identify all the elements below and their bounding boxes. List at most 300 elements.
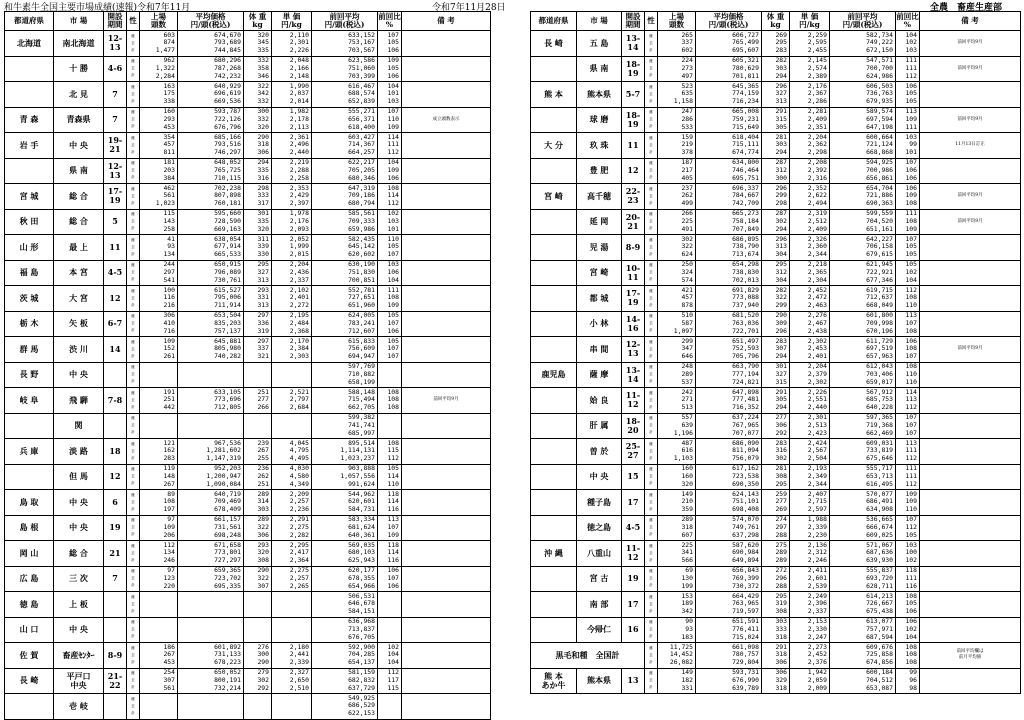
cell-sex: 雌 去 計 (127, 592, 140, 618)
table-row (531, 158, 1021, 184)
cell-sex: 雌 去 計 (645, 209, 658, 235)
cell-weight: 259 277 269 (762, 490, 790, 516)
cell-market: 延 岡 (577, 209, 622, 235)
cell-market: 南 部 (577, 592, 622, 618)
cell-pref: 兵 庫 (5, 439, 54, 465)
cell-days: 14-16 (622, 311, 645, 337)
cell-head: 225 341 566 (658, 541, 696, 567)
cell-unit: 2,110 2,301 2,226 (272, 31, 312, 57)
cell-prev: 903,888 1,057,556 991,624 (312, 464, 378, 490)
cell-head: 250 324 574 (658, 260, 696, 286)
cell-unit: 2,136 2,312 2,246 (790, 541, 830, 567)
table-row (531, 311, 1021, 337)
cell-sex: 雌 去 計 (645, 388, 658, 414)
cell-prev: 549,925 686,529 622,153 (312, 694, 378, 720)
cell-days: 22-23 (622, 184, 645, 210)
table-row (531, 31, 1021, 57)
cell-prev: 570,077 686,491 634,908 (830, 490, 896, 516)
cell-head: 265 337 602 (658, 31, 696, 57)
cell-price: 686,090 811,094 756,079 (696, 439, 762, 465)
cell-prev: 616,467 688,574 652,839 (312, 82, 378, 108)
cell-weight: 269 295 283 (762, 31, 790, 57)
cell-price: 686,895 738,790 713,674 (696, 235, 762, 261)
cell-prev: 589,574 697,594 647,198 (830, 107, 896, 133)
cell-sex: 雌 去 計 (645, 566, 658, 592)
cell-unit: 2,353 2,429 2,397 (272, 184, 312, 210)
cell-weight: 275 289 289 (762, 541, 790, 567)
column-header: 前回平均 円/頭(税込) (830, 12, 896, 31)
table-header-row (531, 12, 1021, 31)
market-results-table-left (4, 11, 491, 720)
cell-head: 299 347 646 (658, 337, 696, 363)
cell-prev: 555,271 656,371 618,400 (312, 107, 378, 133)
cell-note (402, 235, 491, 261)
cell-days: 8-9 (104, 643, 127, 669)
cell-price: 650,915 796,089 730,761 (178, 260, 244, 286)
cell-price: 661,157 731,561 698,248 (178, 515, 244, 541)
table-row (531, 260, 1021, 286)
cell-days: 12 (104, 286, 127, 312)
cell-note (402, 56, 491, 82)
column-header: 平均価格 円/頭(税込) (696, 12, 762, 31)
cell-price (178, 362, 244, 388)
cell-pref (531, 56, 577, 82)
cell-pref: 宮 崎 (531, 184, 577, 210)
cell-unit: 2,219 2,288 2,258 (272, 158, 312, 184)
cell-unit: 2,048 2,166 2,148 (272, 56, 312, 82)
cell-ratio (378, 592, 402, 618)
cell-price: 702,238 807,898 760,181 (178, 184, 244, 210)
cell-pref: 長 野 (5, 362, 54, 388)
cell-head: 149 182 331 (658, 668, 696, 694)
cell-days: 13-14 (622, 31, 645, 57)
cell-market: 宮 崎 (577, 260, 622, 286)
cell-price: 680,296 787,268 742,232 (178, 56, 244, 82)
table-row (5, 439, 491, 465)
cell-ratio: 109 109 110 (896, 490, 920, 516)
cell-pref (531, 566, 577, 592)
cell-note (920, 362, 1021, 388)
cell-price: 663,790 777,194 724,821 (696, 362, 762, 388)
column-header: 上場 頭数 (140, 12, 178, 31)
cell-head: 121 162 283 (140, 439, 178, 465)
column-header: 都道府県 (531, 12, 577, 31)
cell-note (920, 617, 1021, 643)
cell-market: 畜産ｾﾝﾀｰ (54, 643, 104, 669)
cell-prev: 624,005 783,241 712,607 (312, 311, 378, 337)
cell-ratio: 103 99 101 (896, 133, 920, 159)
cell-sex: 雌 去 計 (127, 260, 140, 286)
table-row (531, 184, 1021, 210)
cell-head: 237 262 499 (658, 184, 696, 210)
cell-weight: 289 314 303 (244, 490, 272, 516)
cell-sex: 雌 去 計 (645, 464, 658, 490)
cell-weight: 289 322 306 (244, 515, 272, 541)
cell-ratio: 109 105 106 (378, 56, 402, 82)
cell-pref: 熊 本 あか牛 (531, 668, 577, 694)
cell-pref (531, 388, 577, 414)
cell-ratio: 108 114 112 (378, 184, 402, 210)
cell-unit: 2,273 2,452 2,376 (790, 643, 830, 669)
cell-market: 但 馬 (54, 464, 104, 490)
cell-prev: 619,715 712,637 668,049 (830, 286, 896, 312)
cell-head: 557 639 1,196 (658, 413, 696, 439)
cell-price: 637,224 767,965 707,077 (696, 413, 762, 439)
cell-sex: 雌 去 計 (645, 82, 658, 108)
cell-price: 696,337 784,667 742,709 (696, 184, 762, 210)
cell-ratio: 106 109 108 (896, 184, 920, 210)
cell-ratio: 108 108 108 (896, 643, 920, 669)
cell-pref: 青 森 (5, 107, 54, 133)
cell-days: 16 (622, 617, 645, 643)
cell-head: 153 189 342 (658, 592, 696, 618)
cell-pref: 大 分 (531, 133, 577, 159)
cell-weight: 301 327 315 (762, 362, 790, 388)
cell-unit: 2,281 2,409 2,351 (790, 107, 830, 133)
column-header: 開設 期間 (104, 12, 127, 31)
cell-unit: 2,218 2,365 2,304 (790, 260, 830, 286)
cell-prev: 588,148 715,494 662,705 (312, 388, 378, 414)
table-row (531, 668, 1021, 694)
cell-pref (531, 337, 577, 363)
cell-unit: 2,291 2,275 2,282 (272, 515, 312, 541)
cell-price: 665,008 759,231 715,649 (696, 107, 762, 133)
cell-head: 289 318 607 (658, 515, 696, 541)
cell-price (178, 592, 244, 618)
cell-pref: 宮 城 (5, 184, 54, 210)
table-row (531, 286, 1021, 312)
cell-days: 12-13 (104, 31, 127, 57)
cell-market: 飛 騨 (54, 388, 104, 414)
cell-sex: 雌 去 計 (127, 668, 140, 694)
organization-name: 全農 畜産生産部 (930, 3, 1003, 13)
cell-note (402, 592, 491, 618)
cell-sex: 雌 去 計 (645, 56, 658, 82)
cell-note (402, 541, 491, 567)
cell-weight: 300 332 320 (244, 107, 272, 133)
cell-price: 645,881 805,980 740,282 (178, 337, 244, 363)
cell-ratio: 104 109 106 (378, 158, 402, 184)
cell-market: 徳之島 (577, 515, 622, 541)
cell-prev: 620,177 678,355 654,966 (312, 566, 378, 592)
cell-weight: 322 342 332 (244, 82, 272, 108)
cell-weight: 281 308 295 (762, 464, 790, 490)
cell-pref: 栃 木 (5, 311, 54, 337)
cell-days: 7 (104, 82, 127, 108)
cell-prev: 895,514 1,114,131 1,023,237 (312, 439, 378, 465)
table-row (5, 388, 491, 414)
column-header: 前回比 % (896, 12, 919, 29)
cell-pref: 島 根 (5, 515, 54, 541)
table-row (5, 82, 491, 108)
table-row (5, 413, 491, 439)
cell-unit: 2,424 2,567 2,504 (790, 439, 830, 465)
cell-note (402, 82, 491, 108)
cell-sex: 雌 去 計 (127, 464, 140, 490)
table-row (5, 286, 491, 312)
cell-unit: 2,249 2,396 2,337 (790, 592, 830, 618)
cell-head: 160 160 320 (658, 464, 696, 490)
cell-ratio: 102 103 101 (378, 209, 402, 235)
cell-note (402, 413, 491, 439)
cell-sex: 雌 去 計 (645, 439, 658, 465)
cell-price: 665,273 758,184 707,849 (696, 209, 762, 235)
cell-market: 壱 岐 (54, 694, 104, 720)
column-header: 備 考 (920, 12, 1021, 31)
cell-unit: 1,942 2,059 2,009 (790, 668, 830, 694)
cell-days: 20-21 (622, 209, 645, 235)
cell-price: 605,321 780,629 701,811 (696, 56, 762, 82)
cell-pref: 長 崎 (5, 668, 54, 694)
cell-note (920, 82, 1021, 108)
cell-note (402, 490, 491, 516)
cell-price: 664,429 763,965 719,597 (696, 592, 762, 618)
column-header: 前回比 % (378, 12, 401, 29)
cell-weight: 287 312 300 (762, 158, 790, 184)
column-header: 都道府県 (5, 12, 54, 31)
cell-sex: 雌 去 計 (127, 643, 140, 669)
cell-head: 306 410 716 (140, 311, 178, 337)
cell-unit (272, 694, 312, 720)
column-header: 前回平均 円/頭(税込) (312, 12, 378, 31)
cell-days: 12-13 (104, 158, 127, 184)
cell-pref: 山 形 (5, 235, 54, 261)
cell-days: 11-12 (622, 388, 645, 414)
cell-note (402, 209, 491, 235)
cell-prev: 614,213 726,667 675,438 (830, 592, 896, 618)
cell-note: 11月13日訂正 (920, 133, 1021, 159)
cell-head: 119 148 267 (140, 464, 178, 490)
cell-pref (531, 515, 577, 541)
cell-price: 674,670 793,689 744,845 (178, 31, 244, 57)
cell-days (104, 617, 127, 643)
cell-ratio (378, 413, 402, 439)
cell-price: 656,843 769,399 730,372 (696, 566, 762, 592)
column-header: 備 考 (402, 12, 491, 31)
cell-days: 6-7 (104, 311, 127, 337)
cell-sex: 雌 去 計 (127, 184, 140, 210)
cell-market: 球 磨 (577, 107, 622, 133)
cell-sex: 雌 去 計 (645, 337, 658, 363)
cell-pref (531, 490, 577, 516)
cell-unit: 1,988 2,339 2,230 (790, 515, 830, 541)
cell-unit: 2,276 2,467 2,438 (790, 311, 830, 337)
cell-weight: 296 327 313 (762, 82, 790, 108)
cell-unit: 2,153 2,330 2,247 (790, 617, 830, 643)
cell-pref (531, 235, 577, 261)
table-row (5, 337, 491, 363)
cell-unit: 2,411 2,601 2,539 (790, 566, 830, 592)
cell-prev: 609,031 733,819 675,646 (830, 439, 896, 465)
cell-pref: 群 馬 (5, 337, 54, 363)
cell-days: 19-21 (104, 133, 127, 159)
cell-ratio: 118 114 116 (378, 541, 402, 567)
cell-weight: 297 337 321 (244, 337, 272, 363)
cell-note (402, 260, 491, 286)
cell-price: 615,527 795,006 711,914 (178, 286, 244, 312)
cell-days: 19 (104, 515, 127, 541)
cell-weight: 296 299 298 (762, 184, 790, 210)
cell-note (920, 260, 1021, 286)
table-row (5, 490, 491, 516)
cell-weight: 281 303 294 (762, 133, 790, 159)
cell-weight: 287 302 294 (762, 209, 790, 235)
cell-unit: 2,275 2,257 2,265 (272, 566, 312, 592)
column-header: 平均価格 円/頭(税込) (178, 12, 244, 31)
cell-days: 19 (622, 566, 645, 592)
cell-head (140, 362, 178, 388)
cell-pref: 鳥 取 (5, 490, 54, 516)
cell-pref (5, 694, 54, 720)
cell-prev: 603,427 714,367 664,257 (312, 133, 378, 159)
cell-sex: 雌 去 計 (127, 56, 140, 82)
cell-sex: 雌 去 計 (645, 107, 658, 133)
cell-pref (531, 311, 577, 337)
cell-note (920, 235, 1021, 261)
table-row (5, 184, 491, 210)
cell-weight (244, 592, 272, 618)
cell-note (920, 668, 1021, 694)
cell-pref: 佐 賀 (5, 643, 54, 669)
cell-sex: 雌 去 計 (127, 311, 140, 337)
cell-market: 大 宮 (54, 286, 104, 312)
table-row (5, 464, 491, 490)
cell-sex: 雌 去 計 (645, 286, 658, 312)
cell-weight: 332 358 346 (244, 56, 272, 82)
cell-note (402, 617, 491, 643)
column-header: 性 (645, 12, 658, 31)
cell-head: 244 297 541 (140, 260, 178, 286)
cell-ratio: 105 107 107 (378, 337, 402, 363)
cell-days: 18 (104, 439, 127, 465)
cell-days: 18-19 (622, 56, 645, 82)
cell-sex: 雌 去 計 (645, 515, 658, 541)
cell-pref: 秋 田 (5, 209, 54, 235)
cell-days: 12 (622, 158, 645, 184)
cell-sex: 雌 去 計 (127, 209, 140, 235)
cell-head (140, 413, 178, 439)
cell-price: 661,098 780,757 729,804 (696, 643, 762, 669)
cell-weight: 295 327 313 (244, 260, 272, 286)
cell-ratio: 108 115 112 (378, 439, 402, 465)
cell-unit: 4,030 4,580 4,349 (272, 464, 312, 490)
cell-ratio: 114 111 112 (378, 133, 402, 159)
cell-note (920, 566, 1021, 592)
cell-note (402, 362, 491, 388)
cell-pref: 沖 縄 (531, 541, 577, 567)
table-row (5, 133, 491, 159)
cell-unit: 2,361 2,496 2,440 (272, 133, 312, 159)
table-row (5, 617, 491, 643)
cell-weight: 279 302 292 (244, 668, 272, 694)
cell-days: 4-6 (104, 56, 127, 82)
table-row (531, 107, 1021, 133)
cell-head: 163 175 338 (140, 82, 178, 108)
cell-market: 肝 属 (577, 413, 622, 439)
cell-head: 90 93 183 (658, 617, 696, 643)
cell-ratio (378, 617, 402, 643)
cell-ratio: 107 105 105 (896, 235, 920, 261)
column-header: 市 場 (54, 12, 104, 31)
cell-note (920, 413, 1021, 439)
cell-price (178, 694, 244, 720)
cell-sex: 雌 去 計 (645, 235, 658, 261)
cell-pref (531, 209, 577, 235)
cell-days: 18-19 (622, 107, 645, 133)
cell-ratio: 112 108 110 (896, 286, 920, 312)
cell-prev: 636,968 713,837 676,705 (312, 617, 378, 643)
cell-weight (244, 694, 272, 720)
table-row (5, 311, 491, 337)
cell-ratio: 105 102 104 (896, 260, 920, 286)
cell-market: 八重山 (577, 541, 622, 567)
table-row (5, 209, 491, 235)
cell-price: 624,143 751,101 698,408 (696, 490, 762, 516)
table-row (5, 56, 491, 82)
cell-ratio: 111 108 109 (896, 209, 920, 235)
cell-weight: 283 316 302 (762, 439, 790, 465)
cell-note: 前回平均9月 (402, 388, 491, 414)
cell-note (920, 490, 1021, 516)
cell-head: 186 267 453 (140, 643, 178, 669)
cell-head: 248 289 537 (658, 362, 696, 388)
cell-market: 種子島 (577, 490, 622, 516)
cell-sex: 雌 去 計 (645, 541, 658, 567)
cell-head: 41 93 134 (140, 235, 178, 261)
cell-price: 574,070 749,761 637,298 (696, 515, 762, 541)
cell-ratio (378, 694, 402, 720)
cell-weight (244, 413, 272, 439)
table-row (531, 566, 1021, 592)
table-row (5, 235, 491, 261)
cell-prev: 630,190 751,830 700,851 (312, 260, 378, 286)
cell-prev: 583,334 681,624 640,361 (312, 515, 378, 541)
cell-market: 姶 良 (577, 388, 622, 414)
cell-price: 952,203 1,200,947 1,090,084 (178, 464, 244, 490)
cell-unit: 2,204 2,362 2,298 (790, 133, 830, 159)
table-row (531, 82, 1021, 108)
cell-market: 総 合 (54, 184, 104, 210)
cell-note: 成立頭数表示 (402, 107, 491, 133)
cell-pref (531, 107, 577, 133)
cell-head: 603 874 1,477 (140, 31, 178, 57)
cell-pref: 北海道 (5, 31, 54, 57)
cell-sex: 雌 去 計 (127, 286, 140, 312)
cell-days (104, 592, 127, 618)
cell-market: 上 板 (54, 592, 104, 618)
cell-days: 15 (622, 464, 645, 490)
cell-market: 玖 珠 (577, 133, 622, 159)
cell-price: 645,365 774,159 716,234 (696, 82, 762, 108)
cell-pref: 山 口 (5, 617, 54, 643)
cell-ratio: 105 114 110 (378, 464, 402, 490)
cell-head: 89 108 197 (140, 490, 178, 516)
cell-head: 510 587 1,097 (658, 311, 696, 337)
cell-market: 県 南 (577, 56, 622, 82)
cell-weight: 282 303 294 (762, 56, 790, 82)
cell-pref: 岩 手 (5, 133, 54, 159)
table-row (531, 362, 1021, 388)
cell-prev: 600,184 704,512 653,087 (830, 668, 896, 694)
cell-price: 593,787 722,126 676,796 (178, 107, 244, 133)
cell-price: 681,520 763,036 722,701 (696, 311, 762, 337)
cell-head: 247 286 533 (658, 107, 696, 133)
cell-weight: 296 313 304 (762, 235, 790, 261)
cell-ratio: 107 112 105 (896, 515, 920, 541)
cell-pref: 長 崎 (531, 31, 577, 57)
cell-market: 熊本県 (577, 668, 622, 694)
table-row (5, 694, 491, 720)
